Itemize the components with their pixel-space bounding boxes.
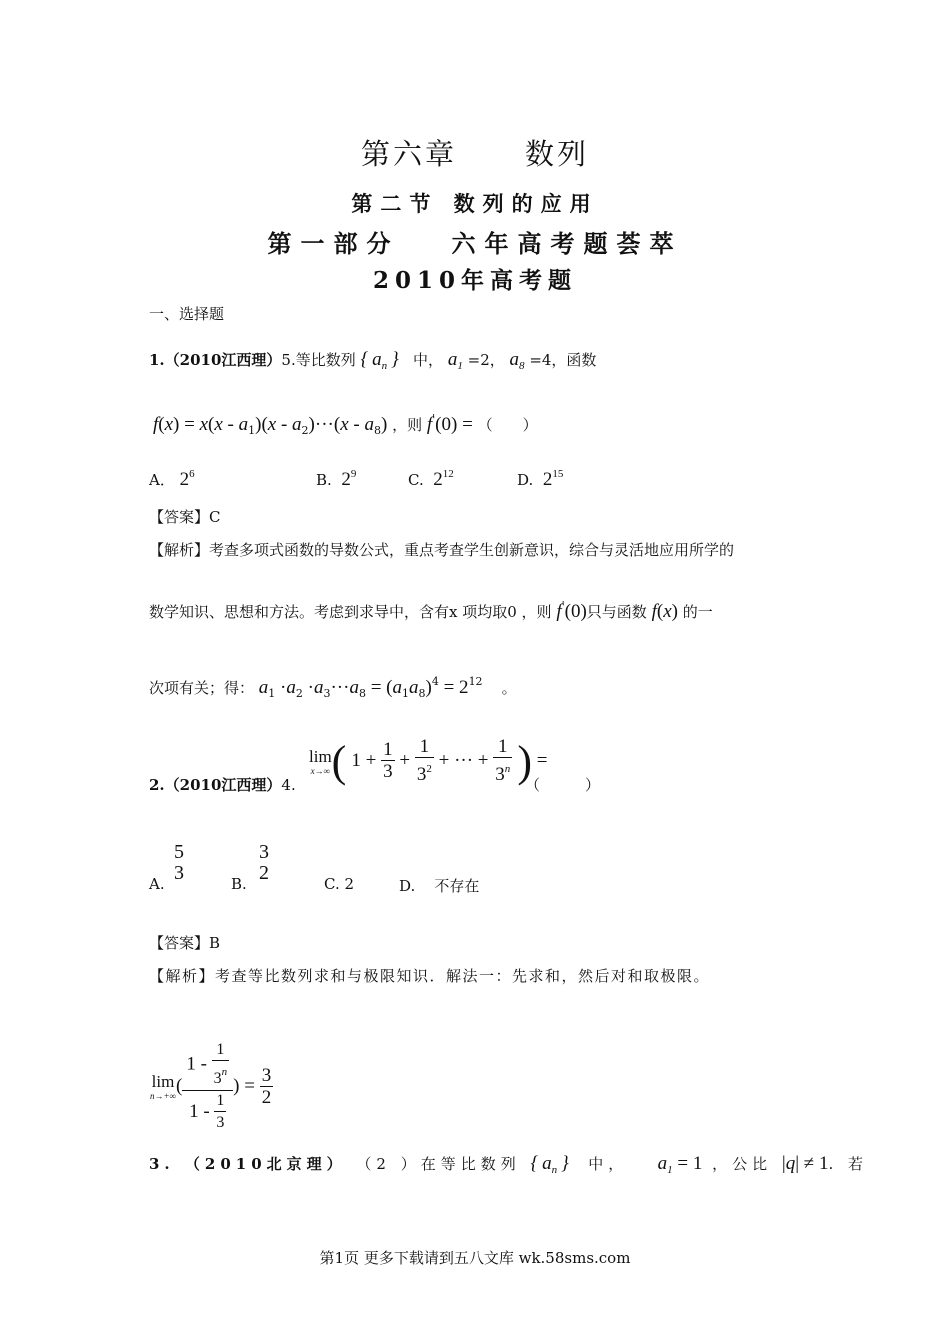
q1-label: 1.（2010江西理） <box>149 351 282 369</box>
q1-option-c: C. $2^{12}$ <box>408 468 454 490</box>
q1-sequence-an: { $a_n$ } <box>360 349 399 372</box>
q1-mid: 中， <box>413 351 444 369</box>
section-heading: 一、选择题 <box>149 305 225 323</box>
section-title: 第二节 数列的应用 <box>351 191 599 216</box>
q1-paren: （ ） <box>477 416 538 434</box>
q2-option-a-label: A. <box>149 875 165 893</box>
q1-a8-value: =4，函数 <box>529 351 597 369</box>
q1-a8: $a_8$ <box>509 349 525 372</box>
q2-answer: 【答案】B <box>149 934 221 952</box>
q2-stem <box>149 774 296 795</box>
q3-end: . 若 <box>828 1155 868 1173</box>
q1-then: ，则 <box>392 416 423 434</box>
q1-a1-value: =2， <box>467 351 505 369</box>
q2-option-b-frac: 3 2 <box>259 841 269 884</box>
chapter-number: 第六章 <box>360 137 457 171</box>
part-label: 第一部分 <box>267 229 400 258</box>
q1-a1: $a_1$ <box>447 349 463 372</box>
q2-analysis: 【解析】考查等比数列求和与极限知识．解法一：先求和，然后对和取极限。 <box>149 967 711 985</box>
q2-solution-formula: lim n→+∞ ( 1 - $\frac{1}{3^n}$ 1 - $\frac{1}{3}$ ) = $\frac{3}{2}$ <box>150 1041 272 1131</box>
q3-stem: 3. （2010北京理） （2 ）在等比数列 { $a_n$ } 中， $a_1 = 1$ ，公比 |q| ≠ 1. 若 <box>149 1153 868 1176</box>
q1-function: $f(x) = x(x - a_1)(x - a_2)\cdot\cdot\cdot(x - a_8)$ ，则 f'(0) = （ ） <box>153 412 538 437</box>
q3-prefix: （2 ）在等比数列 <box>356 1155 521 1173</box>
q2-option-a-frac: 5 3 <box>174 841 184 884</box>
q1-analysis-line1: 【解析】考查多项式函数的导数公式，重点考查学生创新意识，综合与灵活地应用所学的 <box>149 541 735 559</box>
q3-label: 3. （2010北京理） <box>149 1155 347 1173</box>
year-title: 2010年高考题 <box>372 267 577 294</box>
q1-option-a: A． $2^6$ <box>149 468 195 490</box>
q2-prefix: 4. <box>281 776 296 794</box>
part-name: 六年高考题荟萃 <box>451 229 683 258</box>
q2-option-d: D. 不存在 <box>399 877 480 895</box>
q2-option-b-label: B. <box>231 875 247 893</box>
q3-ratio: ，公比 <box>712 1155 773 1173</box>
part-title <box>0 224 950 259</box>
q1-analysis-line3: 次项有关；得： $a_1 \cdot a_2 \cdot a_3\cdot\cdot\cdot a_8 = (a_1a_8)^4 = 2^{12}$ 。 <box>149 675 517 700</box>
q1-option-b: B. $2^9$ <box>316 468 357 490</box>
q1-answer: 【答案】C <box>149 508 221 526</box>
q2-option-c: C. 2 <box>324 875 355 893</box>
page-footer: 第1页 更多下载请到五八文库 wk.58sms.com <box>319 1249 631 1267</box>
q1-option-d: D. $2^{15}$ <box>517 468 564 490</box>
q1-analysis-line2: 数学知识、思想和方法。考虑到求导中，含有x 项均取0 ，则 f'(0)只与函数 f(x) 的一 <box>149 599 713 622</box>
chapter-title <box>0 132 950 173</box>
q2-limit-expression: lim x→∞ ( 1 + $\frac{1}{3}$ + $\frac{1}{3^2}$ + ··· + $\frac{1}{3^n}$ ) = <box>309 736 548 786</box>
q2-label: 2.（2010江西理） <box>149 776 282 794</box>
chapter-name: 数列 <box>525 137 590 171</box>
q1-prefix: 5.等比数列 <box>281 351 356 369</box>
q1-stem <box>149 349 596 372</box>
q3-mid: 中， <box>588 1155 629 1173</box>
q2-paren: （ ） <box>525 776 601 794</box>
